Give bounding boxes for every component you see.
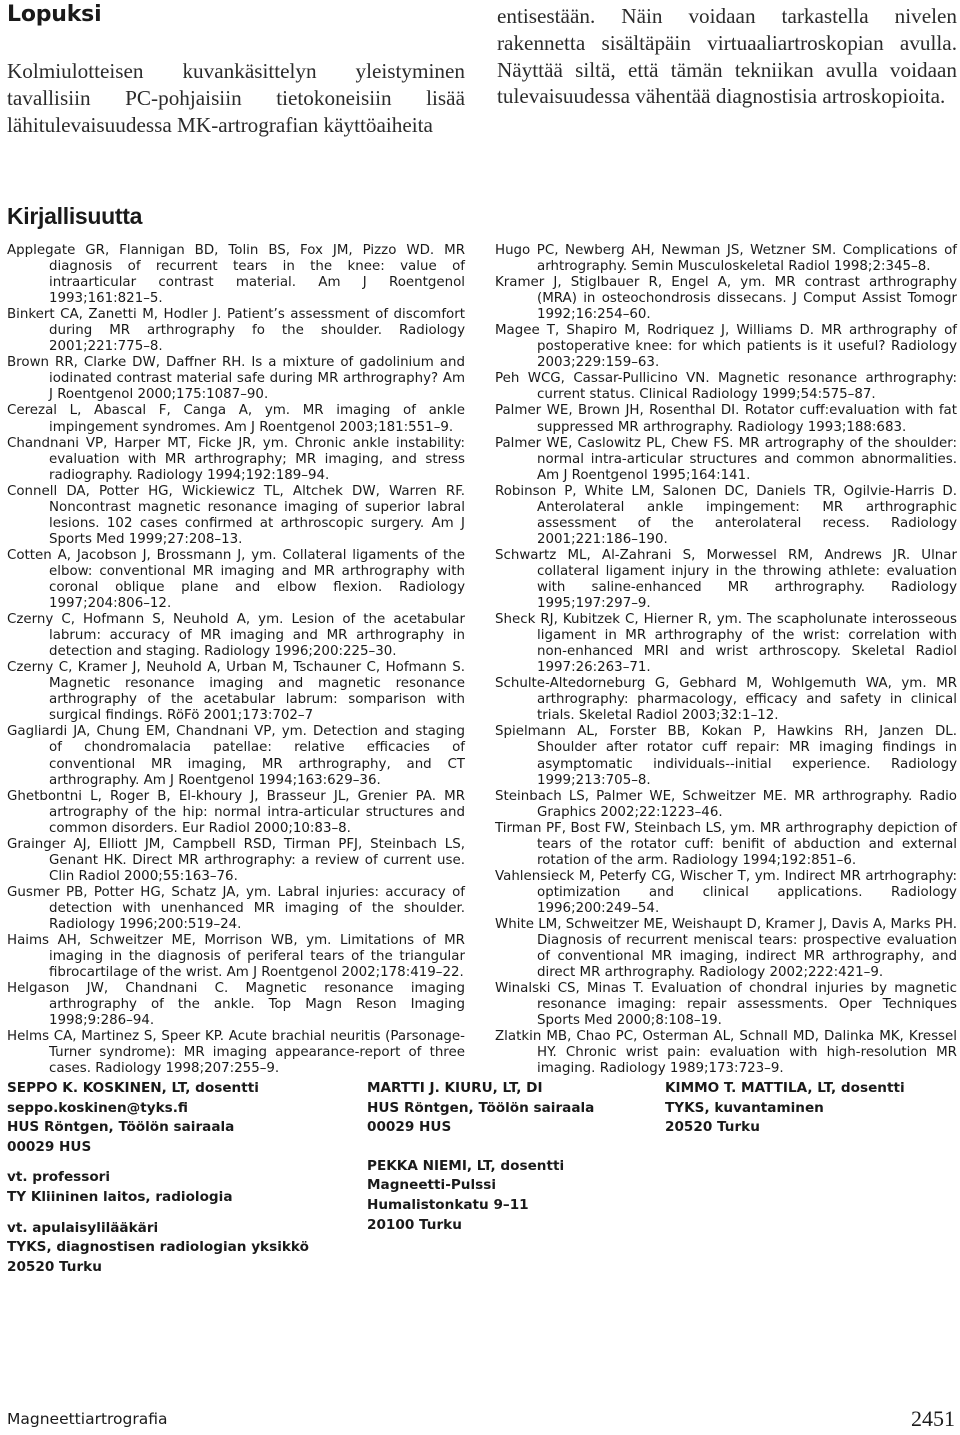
reference-item <box>7 243 465 307</box>
reference-item <box>495 323 957 371</box>
reference-item <box>495 917 957 981</box>
reference-item <box>495 403 957 435</box>
reference-item <box>495 676 957 724</box>
reference-item <box>7 403 465 435</box>
reference-citation: Complications of arhtrography. Semin Musculoskeletal Radiol 1998;2:345–8. <box>537 243 957 275</box>
reference-authors: Winalski CS, Minas T. <box>495 981 644 997</box>
author-postal: 20100 Turku <box>367 1216 462 1233</box>
author-postal: 20520 Turku <box>665 1119 760 1136</box>
reference-citation: Direct MR arthrography: a review of current use. Clin Radiol 2000;55:163–76. <box>49 852 465 884</box>
reference-authors: Magee T, Shapiro M, Rodriquez J, Williams D. <box>495 323 815 339</box>
reference-authors: Palmer WE, Brown JH, Rosenthal DI. <box>495 403 740 419</box>
reference-item <box>7 789 465 837</box>
reference-authors: Binkert CA, Zanetti M, Hodler J. <box>7 307 222 323</box>
author-info-kiuru-niemi <box>367 1079 647 1235</box>
author-affiliation: TYKS, diagnostisen radiologian yksikkö <box>7 1239 309 1256</box>
reference-authors: Steinbach LS, Palmer WE, Schweitzer ME. <box>495 788 787 804</box>
reference-authors: Applegate GR, Flannigan BD, Tolin BS, Fox JM, Pizzo WD. <box>7 243 435 258</box>
reference-authors: Helms CA, Martinez S, Speer KP. <box>7 1029 225 1045</box>
author-name: KIMMO T. MATTILA, LT, dosentti <box>665 1080 905 1096</box>
reference-item <box>495 981 957 1029</box>
reference-citation: Ulnar collateral ligament injury in the throwing athlete: evaluation with saline-enhanced MR arthrography. Radiology 1995;197:297–9. <box>537 547 957 612</box>
reference-item <box>7 933 465 981</box>
reference-citation: Labral injuries: accuracy of detection with unenhanced MR imaging of the shoulder. Radiology 1996;200:519–24. <box>49 884 465 932</box>
reference-citation: The scapholunate interosseous ligament in MR arthrography of the wrist: correlation with non-enhanced MRI and wrist arthroscopy. Skeletal Radiol 1997:26:263–71. <box>537 612 957 676</box>
reference-citation: Collateral ligaments of the elbow: conventional MR imaging and MR arthrography with coronal oblique plane and elbow flexion. Radiology 1997;204:806–12. <box>49 547 465 612</box>
author-info-mattila <box>665 1079 955 1138</box>
reference-item <box>495 724 957 788</box>
reference-citation: Shoulder after rotator cuff repair: MR imaging findings in asymptomatic individuals--initial experience. Radiology 1999;213:705–8. <box>537 740 957 788</box>
reference-citation: Indirect MR artrhography: optimization and clinical applications. Radiology 1996;200:249–54. <box>537 868 957 916</box>
reference-citation: Chronic wrist pain: evaluation with high-resolution MR imaging. Radiology 1989;173:723–9. <box>537 1045 957 1077</box>
author-name: MARTTI J. KIURU, LT, DI <box>367 1080 543 1096</box>
reference-citation: Patient’s assessment of discomfort during MR arthrography fo the shoulder. Radiology 2001;221:775–8. <box>49 307 465 355</box>
reference-citation: Diagnosis of recurrent meniscal tears: prospective evaluation of conventional MR imaging, indirect MR arthrography, and direct MR arthrography. Radiology 2002;222:421–9. <box>537 933 957 981</box>
reference-authors: Zlatkin MB, Chao PC, Osterman AL, Schnall MD, Dalinka MK, Kressel HY. <box>495 1029 957 1061</box>
reference-authors: White LM, Schweitzer ME, Weishaupt D, Kramer J, Davis A, Marks PH. <box>495 916 957 932</box>
author-affiliation: TY Kliininen laitos, radiologia <box>7 1188 233 1205</box>
author-address: Humalistonkatu 9–11 <box>367 1196 529 1213</box>
reference-authors: Robinson P, White LM, Salonen DC, Daniels TR, Ogilvie-Harris D. <box>495 483 957 499</box>
reference-citation: Lesion of the acetabular labrum: accuracy of MR imaging and MR arthrography in detection and staging. Radiology 1996;200:225–30. <box>49 612 466 660</box>
reference-item <box>7 660 465 724</box>
reference-item <box>7 484 465 548</box>
reference-authors: Gagliardi JA, Chung EM, Chandnani VP, ym. <box>7 724 307 740</box>
reference-authors: Brown RR, Clarke DW, Daffner RH. <box>7 355 246 371</box>
reference-authors: Schwartz ML, Al-Zahrani S, Morwessel RM, Andrews JR. <box>495 547 911 563</box>
section-heading-references: Kirjallisuutta <box>7 203 143 229</box>
reference-item <box>7 724 465 788</box>
reference-item <box>495 548 957 612</box>
reference-citation: Magnetic resonance imaging and magnetic resonance arthrography of the acetabular labrum: somparison with surgical findings. RöFö 2001;173:702–7 <box>49 676 465 724</box>
author-postal: 00029 HUS <box>367 1119 452 1136</box>
reference-item <box>7 612 465 660</box>
reference-authors: Connell DA, Potter HG, Wickiewicz TL, Altchek DW, Warren RF. <box>7 483 465 499</box>
reference-list-left <box>7 243 465 1077</box>
author-name: SEPPO K. KOSKINEN, LT, dosentti <box>7 1080 259 1096</box>
reference-item <box>495 484 957 548</box>
reference-authors: Helgason JW, Chandnani C. <box>7 981 229 997</box>
reference-citation: MR arthrography: pharmacology, efficacy and safety in clinical trials. Skeletal Radiol 2003;32:1–12. <box>537 676 957 724</box>
reference-item <box>495 869 957 917</box>
reference-citation: Rotator cuff:evaluation with fat suppressed MR arthrography. Radiology 1993;188:683. <box>537 403 957 435</box>
reference-citation: MR imaging of ankle impingement syndromes. Am J Roentgenol 2003;181:551–9. <box>49 403 465 435</box>
reference-item <box>7 837 465 885</box>
reference-citation: Detection and staging of chondromalacia patellae: relative efficacies of conventional MR imaging, MR arthrography, and CT arthrography. Am J Roentgenol 1994;163:629–36. <box>49 724 465 788</box>
lopuksi-paragraph-right: entisestään. Näin voidaan tarkastella nivelen rakennetta sisältäpäin virtuaaliartroskopian avulla. Näyttää siltä, että tämän tekniikan avulla voidaan tulevaisuudessa vähentää diagnostisia artroskopioita. <box>497 4 957 109</box>
reference-citation: Evaluation of chondral injuries by magnetic resonance imaging: repair assessments. Oper Techniques Sports Med 2000;8:108–19. <box>537 981 958 1029</box>
reference-item <box>495 821 957 869</box>
reference-authors: Haims AH, Schweitzer ME, Morrison WB, ym. <box>7 933 332 949</box>
reference-citation: MR contrast arthrography (MRA) in osteochondrosis dissecans. J Comput Assist Tomogr 1992;16:254–60. <box>537 275 957 323</box>
reference-authors: Schulte-Altedorneburg G, Gebhard M, Wohlgemuth WA, ym. <box>495 676 927 692</box>
reference-citation: MR artrography of the shoulder: normal intra-articular structures and common abnormalities. Am J Roentgenol 1995;164:141. <box>537 435 957 483</box>
author-postal: 20520 Turku <box>7 1258 102 1275</box>
reference-item <box>495 436 957 484</box>
reference-authors: Kramer J, Stiglbauer R, Engel A, ym. <box>495 275 766 291</box>
lopuksi-paragraph-left: Kolmiulotteisen kuvankäsittelyn yleistyminen tavallisiin PC-pohjaisiin tietokoneisiin lisää lähitulevaisuudessa MK-artrografian käyttöaiheita <box>7 59 465 137</box>
reference-item <box>495 243 957 275</box>
reference-list-right <box>495 243 957 1077</box>
reference-item <box>495 1029 957 1077</box>
reference-item <box>495 612 957 676</box>
reference-item <box>7 307 465 355</box>
reference-authors: Palmer WE, Caslowitz PL, Chew FS. <box>495 435 734 451</box>
reference-authors: Vahlensieck M, Peterfy CG, Wischer T, ym. <box>495 868 780 884</box>
reference-authors: Grainger AJ, Elliott JM, Campbell RSD, Tirman PFJ, Steinbach LS, Genant HK. <box>7 836 465 868</box>
reference-authors: Cerezal L, Abascal F, Canga A, ym. <box>7 403 291 419</box>
reference-citation: Limitations of MR imaging in the diagnosis of periferal tears of the triangular fibrocartilage of the wrist. Am J Roentgenol 2002;178:419–22. <box>49 933 465 981</box>
reference-citation: MR arthrography of postoperative knee: for which patients is it useful? Radiology 2003;229:159–63. <box>537 323 957 371</box>
reference-citation: Noncontrast magnetic resonance imaging of superior labral lesions. 102 cases confirmed at arthroscopic surgery. Am J Sports Med 1999;27:208–13. <box>49 499 465 547</box>
reference-authors: Gusmer PB, Potter HG, Schatz JA, ym. <box>7 884 272 900</box>
reference-item <box>495 789 957 821</box>
reference-authors: Hugo PC, Newberg AH, Newman JS, Wetzner SM. <box>495 243 837 258</box>
reference-item <box>7 355 465 403</box>
author-affiliation: HUS Röntgen, Töölön sairaala <box>7 1119 235 1136</box>
reference-item <box>7 548 465 612</box>
reference-citation: Anterolateral ankle impingement: MR arthrographic assessment of the anterolateral recess. Radiology 2001;221:186–190. <box>537 499 957 547</box>
reference-citation: Acute brachial neuritis (Parsonage-Turner syndrome): MR imaging appearance-report of three cases. Radiology 1998;207:255–9. <box>49 1029 465 1077</box>
page-number: 2451 <box>911 1406 955 1431</box>
reference-item <box>7 436 465 484</box>
reference-item <box>495 371 957 403</box>
author-email[interactable]: seppo.koskinen@tyks.fi <box>7 1099 188 1116</box>
reference-citation: Magnetic resonance arthrography: current status. Clinical Radiology 1999;54:575–87. <box>537 371 957 403</box>
reference-citation: Is a mixture of gadolinium and iodinated contrast material safe during MR arthrography? Am J Roentgenol 2000;175:1087–90. <box>49 355 465 403</box>
reference-item <box>7 981 465 1029</box>
running-footer-title: Magneettiartrografia <box>7 1410 168 1428</box>
author-info-koskinen <box>7 1079 347 1277</box>
reference-item <box>495 275 957 323</box>
author-name: PEKKA NIEMI, LT, dosentti <box>367 1157 565 1174</box>
reference-authors: Tirman PF, Bost FW, Steinbach LS, ym. <box>495 820 756 836</box>
reference-authors: Cotten A, Jacobson J, Brossmann J, ym. <box>7 547 277 563</box>
author-title: vt. professori <box>7 1169 111 1186</box>
author-affiliation: TYKS, kuvantaminen <box>665 1099 824 1116</box>
reference-citation: MR arthrography. Radio Graphics 2002;22:1223–46. <box>537 788 957 820</box>
reference-authors: Spielmann AL, Forster BB, Kokan P, Hawkins RH, Janzen DL. <box>495 724 957 740</box>
reference-authors: Chandnani VP, Harper MT, Ficke JR, ym. <box>7 435 288 451</box>
section-heading-lopuksi: Lopuksi <box>7 2 102 27</box>
reference-citation: MR artrography of the hip: normal intra-articular structures and common disorders. Eur Radiol 2000;10:83–8. <box>49 788 465 836</box>
reference-citation: MR diagnosis of recurrent tears in the knee: value of intraarticular contrast material. Am J Roentgenol 1993;161:821–5. <box>49 243 465 307</box>
author-affiliation: Magneetti-Pulssi <box>367 1177 496 1194</box>
author-affiliation: HUS Röntgen, Töölön sairaala <box>367 1099 595 1116</box>
reference-authors: Ghetbontni L, Roger B, El-khoury J, Brasseur JL, Grenier PA. <box>7 788 436 804</box>
author-title: vt. apulaisylilääkäri <box>7 1219 159 1236</box>
reference-authors: Czerny C, Kramer J, Neuhold A, Urban M, Tschauner C, Hofmann S. <box>7 660 465 676</box>
reference-citation: Magnetic resonance imaging arthrography of the ankle. Top Magn Reson Imaging 1998;9:286–94. <box>49 981 465 1029</box>
reference-citation: Chronic ankle instability: evaluation with MR arthrography; MR imaging, and stress radiography. Radiology 1994;192:189–94. <box>49 435 465 483</box>
reference-authors: Sheck RJ, Kubitzek C, Hierner R, ym. <box>495 612 742 628</box>
reference-authors: Peh WCG, Cassar-Pullicino VN. <box>495 371 710 387</box>
reference-authors: Czerny C, Hofmann S, Neuhold A, ym. <box>7 612 284 628</box>
reference-item <box>7 1029 465 1077</box>
author-postal: 00029 HUS <box>7 1138 92 1155</box>
reference-item <box>7 885 465 933</box>
reference-citation: MR arthrography depiction of tears of the rotator cuff: benifit of abduction and external rotation of the arm. Radiology 1994;192:851–6. <box>537 820 957 868</box>
